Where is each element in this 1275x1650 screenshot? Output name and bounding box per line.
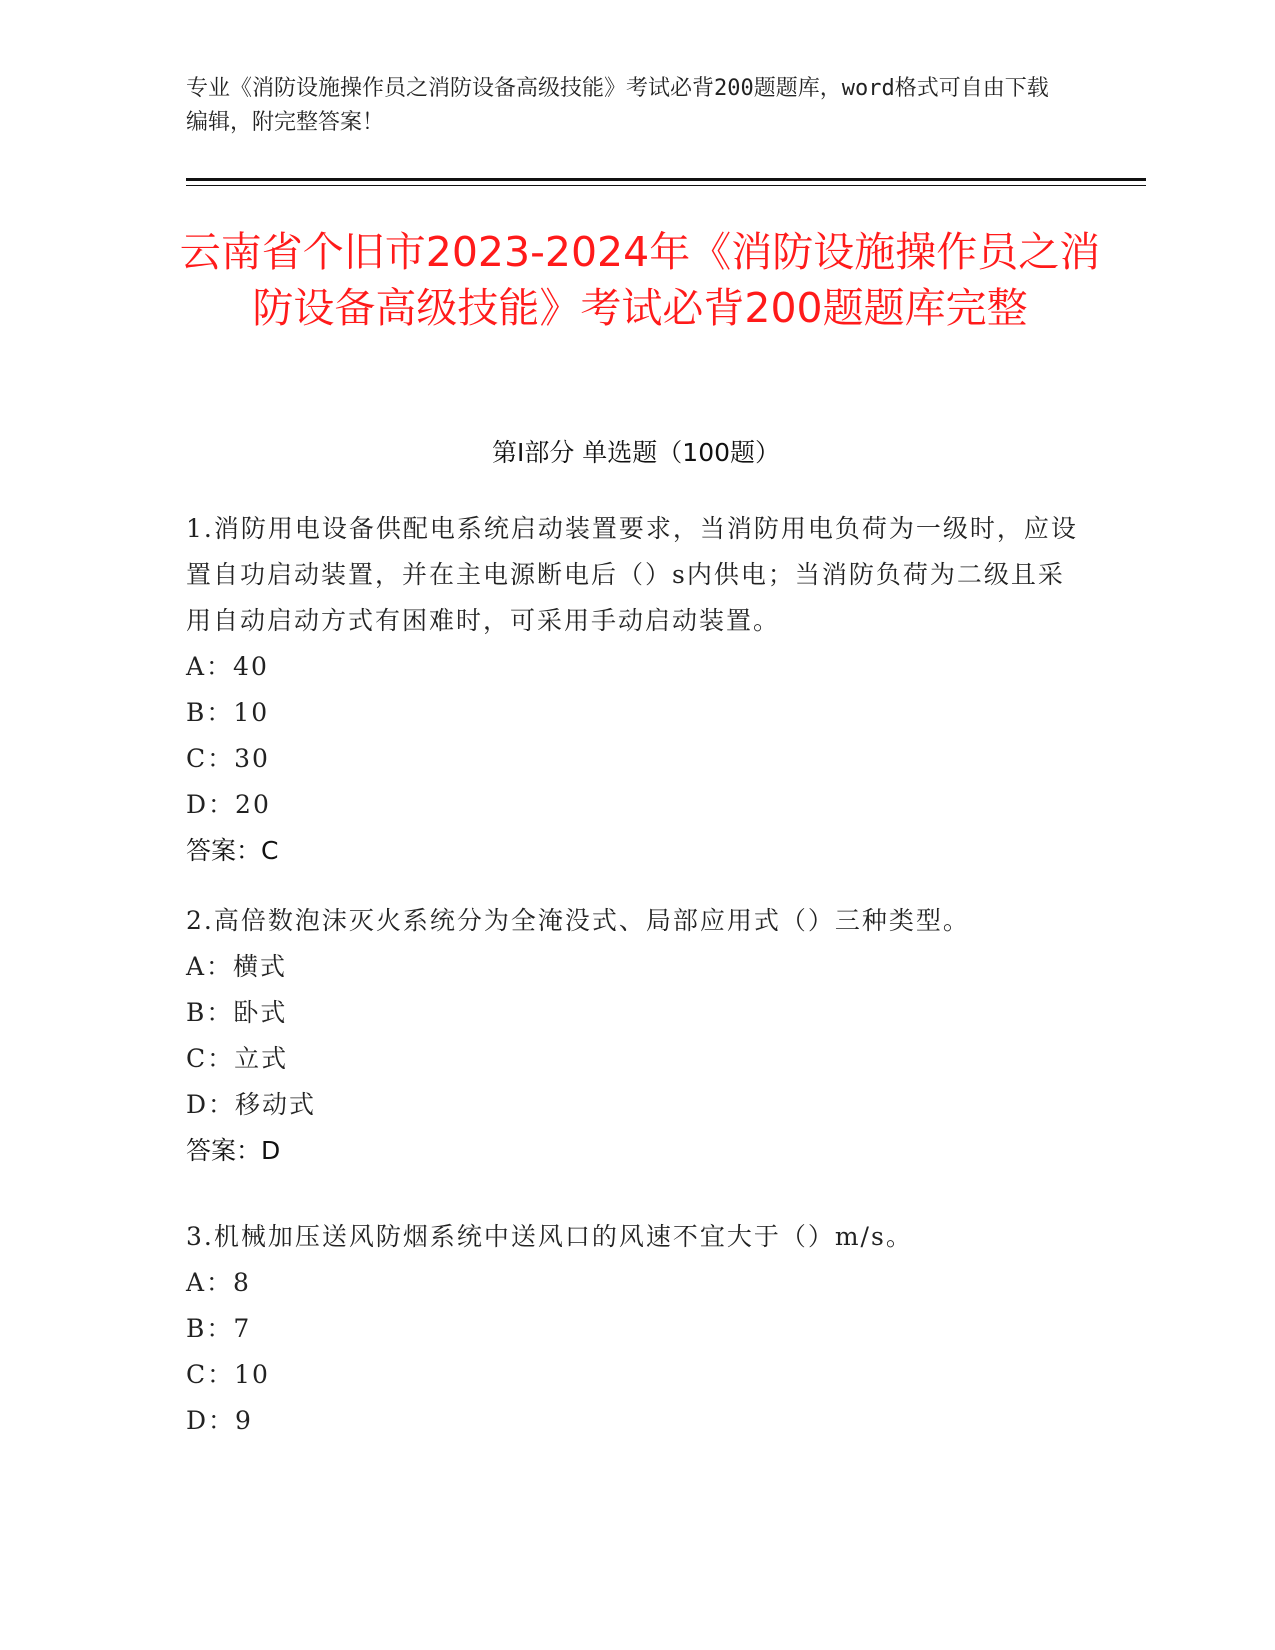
question-stem: 1.消防用电设备供配电系统启动装置要求，当消防用电负荷为一级时，应设置自功启动装置，并在主电源断电后（）s内供电；当消防负荷为二级且采用自动启动方式有困难时，可采用手动启动装置。	[186, 514, 1078, 635]
option-c: C：10	[186, 1360, 270, 1389]
header-note: 专业《消防设施操作员之消防设备高级技能》考试必背200题题库，word格式可自由下载编辑，附完整答案！	[186, 76, 1049, 135]
question-1	[186, 506, 1086, 874]
header-rule-thin	[186, 185, 1146, 186]
option-c: C：立式	[186, 1044, 289, 1073]
section-title: 第Ⅰ部分 单选题（100题）	[491, 438, 781, 467]
document-title: 云南省个旧市2023-2024年《消防设施操作员之消防设备高级技能》考试必背200题题库完整	[179, 228, 1101, 332]
option-d: D：9	[186, 1406, 253, 1435]
option-b: B：10	[186, 698, 270, 727]
option-a: A：横式	[186, 952, 288, 981]
question-stem: 3.机械加压送风防烟系统中送风口的风速不宜大于（）m/s。	[186, 1222, 913, 1251]
option-b: B：卧式	[186, 998, 288, 1027]
option-b: B：7	[186, 1314, 252, 1343]
question-2	[186, 898, 1086, 1174]
question-3	[186, 1214, 1086, 1444]
answer: 答案：D	[186, 1136, 281, 1165]
option-c: C：30	[186, 744, 270, 773]
option-a: A：40	[186, 652, 269, 681]
header-rule-thick	[186, 178, 1146, 181]
answer: 答案：C	[186, 836, 279, 865]
question-stem: 2.高倍数泡沫灭火系统分为全淹没式、局部应用式（）三种类型。	[186, 906, 970, 935]
option-d: D：移动式	[186, 1090, 317, 1119]
option-d: D：20	[186, 790, 271, 819]
option-a: A：8	[186, 1268, 251, 1297]
